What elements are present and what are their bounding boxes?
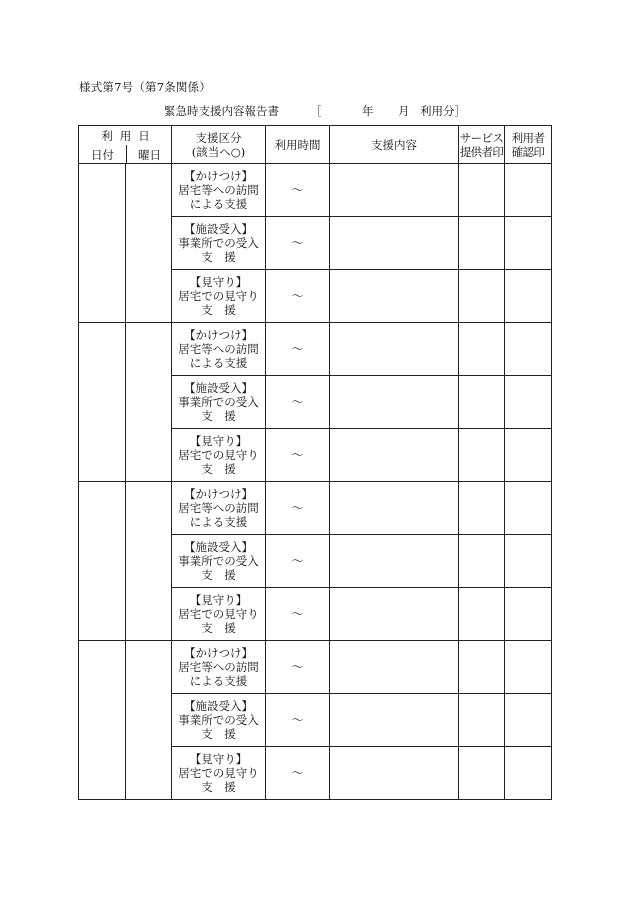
provider-seal-cell[interactable] — [459, 588, 505, 641]
provider-seal-cell[interactable] — [459, 747, 505, 800]
support-content-cell[interactable] — [330, 588, 459, 641]
header-day: 日付 — [91, 148, 114, 162]
category-description: 居宅等への訪問 — [178, 183, 259, 197]
user-seal-cell[interactable] — [505, 323, 552, 376]
header-category-line1: 支援区分 — [195, 130, 242, 145]
category-description: 居宅等への訪問 — [178, 501, 259, 515]
title-main: 緊急時支援内容報告書 — [164, 104, 279, 118]
weekday-cell[interactable] — [126, 164, 172, 323]
title-usage: 利用分］ — [420, 104, 466, 118]
user-seal-cell[interactable] — [505, 641, 552, 694]
category-label: 【かけつけ】 — [184, 169, 253, 183]
category-label: 【見守り】 — [189, 752, 248, 766]
category-cell[interactable] — [172, 482, 266, 535]
category-cell[interactable] — [172, 164, 266, 217]
time-separator: ～ — [291, 501, 304, 515]
usage-time-cell[interactable] — [266, 376, 330, 429]
day-cell[interactable] — [79, 323, 126, 482]
provider-seal-cell[interactable] — [459, 270, 505, 323]
category-description-cont: 支 援 — [201, 250, 236, 264]
header-category-line2: (該当へ○) — [191, 144, 246, 159]
category-cell[interactable] — [172, 217, 266, 270]
user-seal-cell[interactable] — [505, 535, 552, 588]
header-provider-line1: サービス — [459, 130, 504, 145]
day-cell[interactable] — [79, 164, 126, 323]
category-description-cont: 支 援 — [201, 303, 236, 317]
support-content-cell[interactable] — [330, 164, 459, 217]
provider-seal-cell[interactable] — [459, 217, 505, 270]
table-row — [79, 482, 552, 535]
support-content-cell[interactable] — [330, 270, 459, 323]
table-row — [79, 164, 552, 217]
support-content-cell[interactable] — [330, 641, 459, 694]
time-separator: ～ — [291, 289, 304, 303]
usage-time-cell[interactable] — [266, 323, 330, 376]
category-description-cont: 支 援 — [201, 621, 236, 635]
category-cell[interactable] — [172, 323, 266, 376]
category-label: 【かけつけ】 — [184, 646, 253, 660]
time-separator: ～ — [291, 448, 304, 462]
weekday-cell[interactable] — [126, 482, 172, 641]
provider-seal-cell[interactable] — [459, 164, 505, 217]
time-separator: ～ — [291, 713, 304, 727]
usage-time-cell[interactable] — [266, 747, 330, 800]
category-label: 【見守り】 — [189, 275, 248, 289]
user-seal-cell[interactable] — [505, 482, 552, 535]
category-description: 居宅等への訪問 — [178, 660, 259, 674]
form-number: 様式第7号（第7条関係） — [79, 80, 212, 94]
category-label: 【施設受入】 — [184, 381, 253, 395]
category-description: 居宅での見守り — [178, 766, 259, 780]
usage-time-cell[interactable] — [266, 270, 330, 323]
header-category — [172, 126, 266, 164]
category-cell[interactable] — [172, 588, 266, 641]
category-cell[interactable] — [172, 270, 266, 323]
support-content-cell[interactable] — [330, 217, 459, 270]
time-separator: ～ — [291, 395, 304, 409]
user-seal-cell[interactable] — [505, 747, 552, 800]
usage-time-cell[interactable] — [266, 164, 330, 217]
usage-time-cell[interactable] — [266, 588, 330, 641]
weekday-cell[interactable] — [126, 323, 172, 482]
usage-time-cell[interactable] — [266, 694, 330, 747]
table-row — [79, 323, 552, 376]
support-content-cell[interactable] — [330, 323, 459, 376]
category-cell[interactable] — [172, 641, 266, 694]
category-label: 【施設受入】 — [184, 222, 253, 236]
provider-seal-cell[interactable] — [459, 694, 505, 747]
header-provider-line2: 提供者印 — [459, 144, 504, 159]
support-content-cell[interactable] — [330, 535, 459, 588]
provider-seal-cell[interactable] — [459, 376, 505, 429]
category-description-cont: による支援 — [189, 356, 248, 370]
user-seal-cell[interactable] — [505, 217, 552, 270]
category-description: 居宅等への訪問 — [178, 342, 259, 356]
user-seal-cell[interactable] — [505, 270, 552, 323]
support-content-cell[interactable] — [330, 694, 459, 747]
category-description-cont: 支 援 — [201, 409, 236, 423]
user-seal-cell[interactable] — [505, 694, 552, 747]
header-weekday: 曜日 — [138, 148, 161, 162]
provider-seal-cell[interactable] — [459, 535, 505, 588]
support-content-cell[interactable] — [330, 747, 459, 800]
category-description: 居宅での見守り — [178, 448, 259, 462]
usage-time-cell[interactable] — [266, 429, 330, 482]
category-label: 【かけつけ】 — [184, 328, 253, 342]
category-description: 居宅での見守り — [178, 289, 259, 303]
usage-time-cell[interactable] — [266, 482, 330, 535]
category-description: 事業所での受入 — [178, 554, 259, 568]
header-provider-seal — [459, 126, 505, 164]
time-separator: ～ — [291, 554, 304, 568]
title-bracket-open: ［ — [310, 104, 322, 118]
category-description-cont: 支 援 — [201, 727, 236, 741]
user-seal-cell[interactable] — [505, 164, 552, 217]
table-row — [79, 641, 552, 694]
category-description-cont: 支 援 — [201, 462, 236, 476]
category-description-cont: による支援 — [189, 515, 248, 529]
category-label: 【施設受入】 — [184, 699, 253, 713]
category-cell[interactable] — [172, 429, 266, 482]
category-cell[interactable] — [172, 694, 266, 747]
title-year: 年 — [362, 104, 374, 118]
report-body — [79, 164, 552, 800]
category-label: 【施設受入】 — [184, 540, 253, 554]
category-label: 【かけつけ】 — [184, 487, 253, 501]
day-cell[interactable] — [79, 641, 126, 800]
title-month: 月 — [398, 104, 410, 118]
category-label: 【見守り】 — [189, 434, 248, 448]
header-date-top: 利用日 — [101, 129, 157, 143]
header-row — [79, 126, 552, 164]
header-date-divider — [126, 145, 127, 163]
form-title — [164, 103, 466, 119]
weekday-cell[interactable] — [126, 641, 172, 800]
category-description-cont: 支 援 — [201, 780, 236, 794]
support-content-cell[interactable] — [330, 376, 459, 429]
category-cell[interactable] — [172, 747, 266, 800]
usage-time-cell[interactable] — [266, 535, 330, 588]
category-cell[interactable] — [172, 376, 266, 429]
category-description-cont: 支 援 — [201, 568, 236, 582]
provider-seal-cell[interactable] — [459, 641, 505, 694]
time-separator: ～ — [291, 342, 304, 356]
user-seal-cell[interactable] — [505, 588, 552, 641]
user-seal-cell[interactable] — [505, 376, 552, 429]
day-cell[interactable] — [79, 482, 126, 641]
time-separator: ～ — [291, 607, 304, 621]
provider-seal-cell[interactable] — [459, 482, 505, 535]
category-description: 事業所での受入 — [178, 713, 259, 727]
category-label: 【見守り】 — [189, 593, 248, 607]
user-seal-cell[interactable] — [505, 429, 552, 482]
category-description: 居宅での見守り — [178, 607, 259, 621]
time-separator: ～ — [291, 660, 304, 674]
support-content-cell[interactable] — [330, 482, 459, 535]
header-date — [79, 126, 172, 164]
header-user-line2: 確認印 — [511, 144, 545, 159]
report-table — [78, 125, 552, 800]
provider-seal-cell[interactable] — [459, 323, 505, 376]
header-support-content: 支援内容 — [330, 126, 459, 164]
support-content-cell[interactable] — [330, 429, 459, 482]
time-separator: ～ — [291, 236, 304, 250]
header-usage-time: 利用時間 — [266, 126, 330, 164]
category-description-cont: による支援 — [189, 674, 248, 688]
category-description-cont: による支援 — [189, 197, 248, 211]
time-separator: ～ — [291, 766, 304, 780]
category-description: 事業所での受入 — [178, 236, 259, 250]
category-cell[interactable] — [172, 535, 266, 588]
usage-time-cell[interactable] — [266, 641, 330, 694]
header-user-line1: 利用者 — [511, 130, 545, 145]
time-separator: ～ — [291, 183, 304, 197]
category-description: 事業所での受入 — [178, 395, 259, 409]
provider-seal-cell[interactable] — [459, 429, 505, 482]
header-user-seal — [505, 126, 552, 164]
usage-time-cell[interactable] — [266, 217, 330, 270]
